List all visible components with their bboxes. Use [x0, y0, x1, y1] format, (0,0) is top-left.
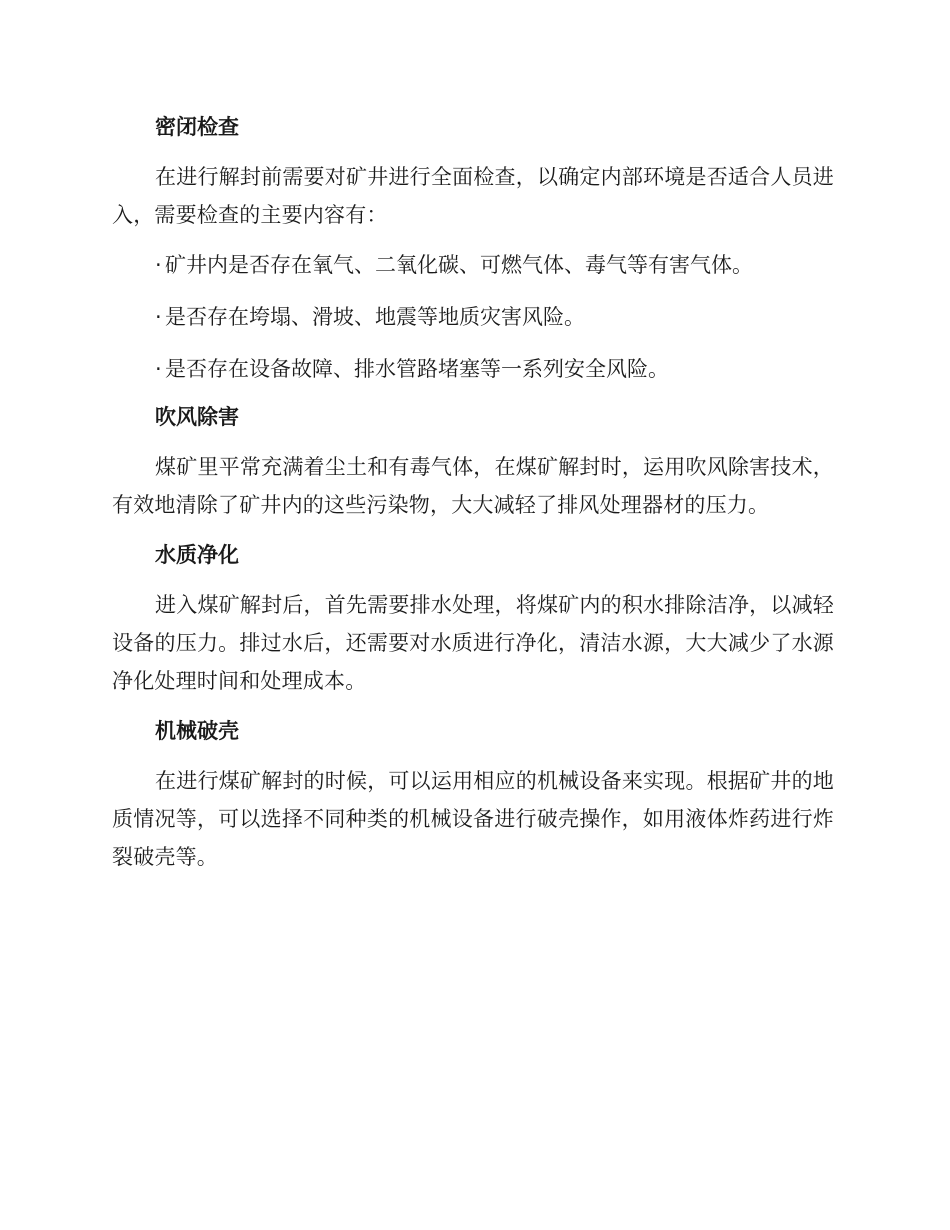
section-heading: 密闭检查: [155, 115, 239, 139]
section-paragraph: 在进行煤矿解封的时候，可以运用相应的机械设备来实现。根据矿井的地质情况等，可以选择不同种类的机械设备进行破壳操作，如用液体炸药进行炸裂破壳等。: [112, 769, 834, 869]
section-paragraph: 进入煤矿解封后，首先需要排水处理，将煤矿内的积水排除洁净，以减轻设备的压力。排过水后，还需要对水质进行净化，清洁水源，大大减少了水源净化处理时间和处理成本。: [112, 593, 834, 693]
section-blow-removal: [112, 398, 834, 524]
bullet-item: [112, 350, 834, 388]
document-page: [112, 108, 834, 888]
bullet-dot: ·: [155, 357, 162, 381]
bullet-dot: ·: [155, 253, 162, 277]
section-mechanical-breaking: [112, 712, 834, 876]
section-sealed-inspection: [112, 108, 834, 388]
section-paragraph: 煤矿里平常充满着尘土和有毒气体，在煤矿解封时，运用吹风除害技术，有效地清除了矿井内的这些污染物，大大减轻了排风处理器材的压力。: [112, 455, 834, 517]
bullet-dot: ·: [155, 305, 162, 329]
section-paragraph: 在进行解封前需要对矿井进行全面检查，以确定内部环境是否适合人员进入，需要检查的主要内容有：: [112, 165, 834, 227]
bullet-text: 是否存在垮塌、滑坡、地震等地质灾害风险。: [165, 305, 585, 329]
section-heading: 水质净化: [155, 543, 239, 567]
bullet-text: 是否存在设备故障、排水管路堵塞等一系列安全风险。: [165, 357, 669, 381]
section-water-purification: [112, 536, 834, 700]
section-heading: 吹风除害: [155, 405, 239, 429]
bullet-item: [112, 246, 834, 284]
section-heading: 机械破壳: [155, 719, 239, 743]
bullet-item: [112, 298, 834, 336]
bullet-text: 矿井内是否存在氧气、二氧化碳、可燃气体、毒气等有害气体。: [165, 253, 753, 277]
